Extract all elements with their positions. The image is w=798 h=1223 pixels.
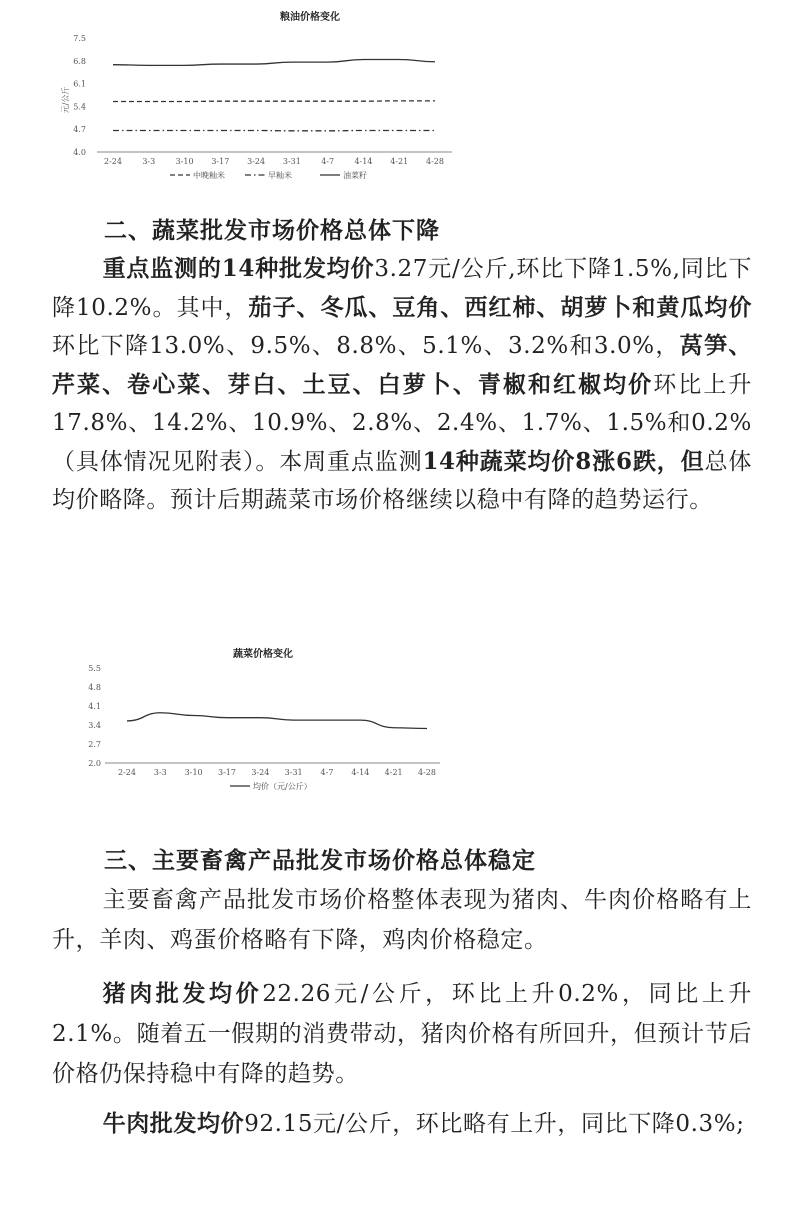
x-tick-label: 4-14 xyxy=(351,768,370,777)
section2-heading: 二、蔬菜批发市场价格总体下降 xyxy=(104,217,440,244)
y-tick-label: 2.7 xyxy=(88,740,101,749)
bold-text-run: 茄子、冬瓜、豆角、西红柿、胡萝卜和黄瓜均价 xyxy=(248,293,752,321)
section3-heading: 三、主要畜禽产品批发市场价格总体稳定 xyxy=(104,847,536,874)
x-tick-label: 3-10 xyxy=(184,768,203,777)
y-tick-label: 7.5 xyxy=(73,34,86,43)
x-tick-label: 3-3 xyxy=(142,157,156,166)
chart-title: 蔬菜价格变化 xyxy=(233,649,293,660)
x-tick-label: 4-28 xyxy=(418,768,436,777)
text-run: 环比上升17.8%、14.2%、10.9%、2.8%、2.4%、1.7%、1.5%和0.2%（具体情况见附表）。本周重点监测 xyxy=(52,371,752,475)
bold-text-run: 14种蔬菜均价8涨6跌，但 xyxy=(422,447,705,475)
series-line-2 xyxy=(113,59,435,65)
y-tick-label: 5.5 xyxy=(88,664,101,673)
x-tick-label: 3-17 xyxy=(218,768,236,777)
y-tick-label: 4.0 xyxy=(73,148,86,157)
x-tick-label: 3-3 xyxy=(153,768,167,777)
legend-label: 中晚籼米 xyxy=(193,171,225,180)
x-tick-label: 2-24 xyxy=(118,768,136,777)
y-tick-label: 3.4 xyxy=(88,721,101,730)
section2-body xyxy=(52,250,752,520)
x-tick-label: 4-21 xyxy=(390,157,409,166)
x-tick-label: 4-7 xyxy=(321,157,335,166)
bold-text-run: 猪肉批发均价 xyxy=(102,980,263,1007)
x-tick-label: 3-24 xyxy=(247,157,266,166)
chart-title: 粮油价格变化 xyxy=(280,12,340,23)
series-line-0 xyxy=(113,101,435,102)
grain-price-chart xyxy=(52,0,472,190)
y-tick-label: 6.1 xyxy=(73,79,86,89)
text-run: 92.15元/公斤，环比略有上升，同比下降0.3%; xyxy=(244,1111,745,1137)
y-tick-label: 2.0 xyxy=(88,759,101,768)
series-line-0 xyxy=(127,713,427,729)
y-tick-label: 4.7 xyxy=(73,125,86,135)
x-tick-label: 3-10 xyxy=(175,157,194,166)
x-tick-label: 3-24 xyxy=(251,768,270,777)
x-tick-label: 3-31 xyxy=(284,768,303,777)
section3-body xyxy=(52,880,752,1144)
y-axis-label: 元/公斤 xyxy=(61,86,70,114)
text-run: 3.27元/公斤,环比下降1.5%,同比下降10.2%。其中， xyxy=(52,256,752,321)
legend-label: 均价（元/公斤） xyxy=(253,782,312,791)
y-tick-label: 5.4 xyxy=(73,102,86,112)
x-tick-label: 4-7 xyxy=(320,768,334,777)
legend-label: 油菜籽 xyxy=(343,171,367,180)
x-tick-label: 4-21 xyxy=(384,768,403,777)
text-run: 环比下降13.0%、9.5%、8.8%、5.1%、3.2%和3.0%， xyxy=(52,333,680,359)
text-run: 主要畜禽产品批发市场价格整体表现为猪肉、牛肉价格略有上升，羊肉、鸡蛋价格略有下降，鸡肉价格稳定。 xyxy=(52,887,752,953)
y-tick-label: 6.8 xyxy=(73,56,86,66)
section3-paragraph-beef xyxy=(52,1104,752,1144)
x-tick-label: 4-14 xyxy=(354,157,373,166)
grain-chart-svg xyxy=(52,0,472,190)
text-run: 22.26元/公斤，环比上升0.2%，同比上升2.1%。随着五一假期的消费带动，猪肉价格有所回升，但预计节后价格仍保持稳中有降的趋势。 xyxy=(52,981,752,1087)
x-tick-label: 2-24 xyxy=(104,157,122,166)
x-tick-label: 3-17 xyxy=(211,157,230,166)
text-run: 总体均价略降。预计后期蔬菜市场价格继续以稳中有降的趋势运行。 xyxy=(52,448,752,513)
veg-chart-svg xyxy=(80,640,460,800)
vegetable-price-chart xyxy=(80,640,460,800)
section3-paragraph-pork xyxy=(52,974,752,1094)
x-tick-label: 3-31 xyxy=(282,157,301,166)
section2-paragraph xyxy=(52,250,752,520)
y-tick-label: 4.8 xyxy=(88,683,101,692)
section3-paragraph-1 xyxy=(52,880,752,960)
legend-label: 早籼米 xyxy=(268,171,292,180)
bold-text-run: 重点监测的14种批发均价 xyxy=(102,255,375,282)
y-tick-label: 4.1 xyxy=(88,702,101,711)
x-tick-label: 4-28 xyxy=(426,157,444,166)
bold-text-run: 牛肉批发均价 xyxy=(102,1110,245,1137)
bold-text-run: 莴笋、芹菜、卷心菜、芽白、土豆、白萝卜、青椒和红椒均价 xyxy=(52,332,752,398)
